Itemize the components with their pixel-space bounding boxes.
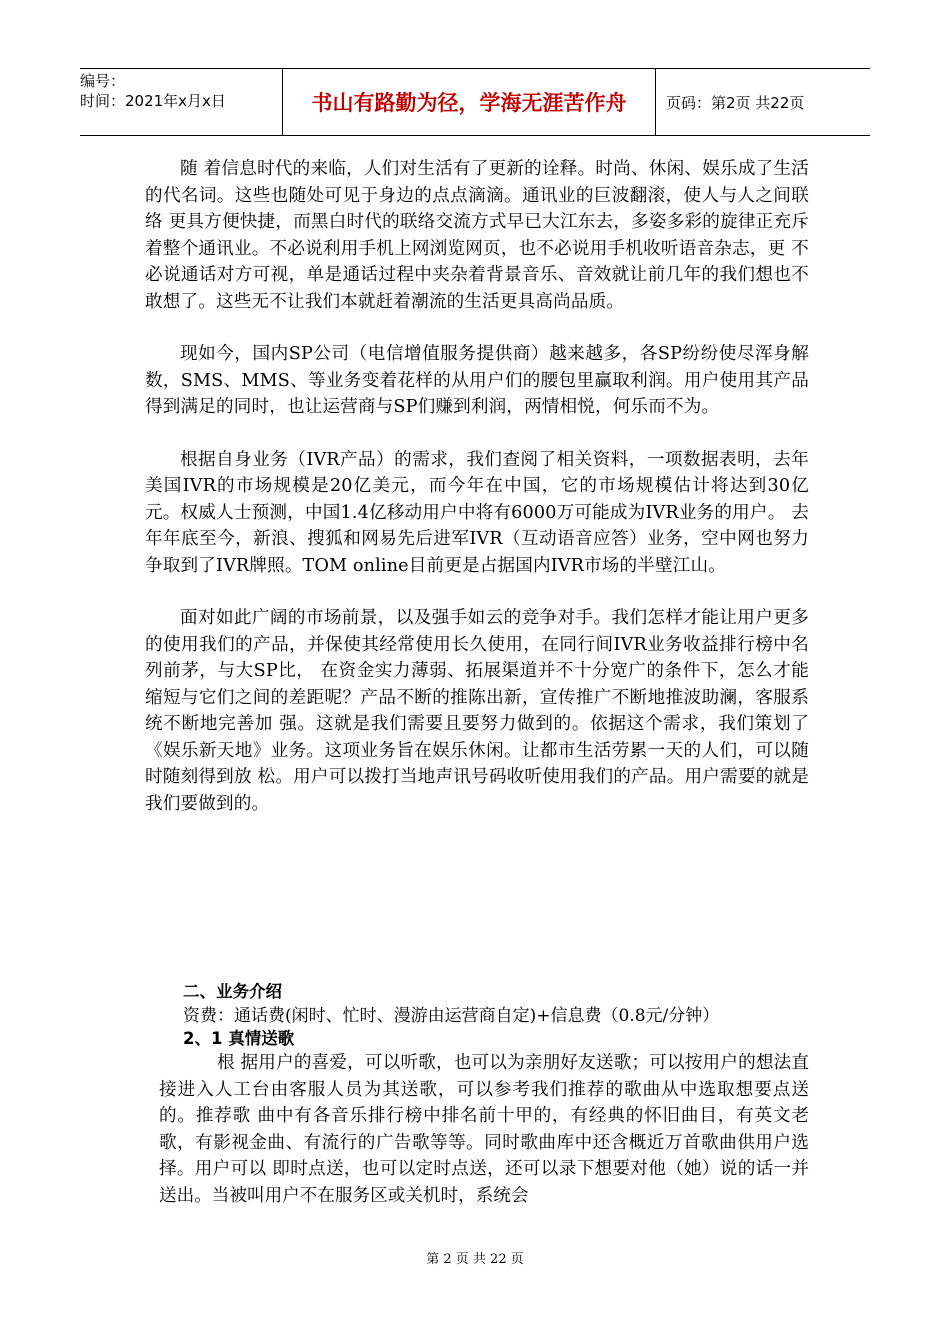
paragraph-intro: 随 着信息时代的来临，人们对生活有了更新的诠释。时尚、休闲、娱乐成了生活的代名词。这些也随处可见于身边的点点滴滴。通讯业的巨波翻滚，使人与人之间联络 更具方便快捷，而黑白时代的联络交流方式早已大江东去，多姿多彩的旋律正充斥着整个通讯业。不必说利用手机上网浏览网页，也不必说用手机收听语音杂志，更 不必说通话对方可视，单是通话过程中夹杂着背景音乐、音效就让前几年的我们想也不敢想了。这些无不让我们本就赶着潮流的生活更具高尚品质。 — [145, 159, 809, 312]
document-number-label: 编号： — [80, 72, 126, 90]
business-intro-section — [145, 980, 809, 1209]
document-time-label: 时间：2021年x月x日 — [80, 92, 226, 110]
subsection-title: 2、1 真情送歌 — [183, 1029, 295, 1048]
page-header — [80, 68, 870, 136]
subsection-body: 根 据用户的喜爱，可以听歌，也可以为亲朋好友送歌；可以按用户的想法直接进入人工台由客服人员为其送歌，可以参考我们推荐的歌曲从中选取想要点送的。推荐歌 曲中有各音乐排行榜中排名前十甲的，有经典的怀旧曲目，有英文老歌，有影视金曲、有流行的广告歌等等。同时歌曲库中还含概近万首歌曲供用户选择。用户可以 即时点送，也可以定时点送，还可以录下想要对他（她）说的话一并送出。当被叫用户不在服务区或关机时，系统会 — [159, 1053, 809, 1206]
header-motto: 书山有路勤为径，学海无涯苦作舟 — [283, 69, 656, 135]
page-footer: 第 2 页 共 22 页 — [426, 1252, 524, 1267]
paragraph-competition: 面对如此广阔的市场前景，以及强手如云的竞争对手。我们怎样才能让用户更多的使用我们的产品，并保使其经常使用长久使用，在同行间IVR业务收益排行榜中名列前茅，与大SP比， 在资金实力薄弱、拓展渠道并不十分宽广的条件下，怎么才能缩短与它们之间的差距呢？产品不断的推陈出新，宣传推广不断地推波助澜，客服系统不断地完善加 强。这就是我们需要且要努力做到的。依据这个需求，我们策划了《娱乐新天地》业务。这项业务旨在娱乐休闲。让都市生活劳累一天的人们，可以随时随刻得到放 松。用户可以拨打当地声讯号码收听使用我们的产品。用户需要的就是我们要做到的。 — [145, 608, 809, 814]
fee-line: 资费：通话费(闲时、忙时、漫游由运营商自定)+信息费（0.8元/分钟） — [183, 1006, 720, 1026]
header-page-info: 页码：第2页 共22页 — [666, 93, 805, 112]
section-title: 二、业务介绍 — [183, 982, 282, 1001]
paragraph-sp-market: 现如今，国内SP公司（电信增值服务提供商）越来越多，各SP纷纷使尽浑身解数，SMS、MMS、等业务变着花样的从用户们的腰包里赢取利润。用户使用其产品得到满足的同时，也让运营商与SP们赚到利润，两情相悦，何乐而不为。 — [145, 344, 809, 417]
paragraph-ivr-data: 根据自身业务（IVR产品）的需求，我们查阅了相关资料，一项数据表明，去年美国IVR的市场规模是20亿美元，而今年在中国，它的市场规模估计将达到30亿元。权威人士预测，中国1.4亿移动用户中将有6000万可能成为IVR业务的用户。 去年年底至今，新浪、搜狐和网易先后进军IVR（互动语音应答）业务，空中网也努力争取到了IVR牌照。TOM online目前更是占据国内IVR市场的半壁江山。 — [145, 449, 809, 576]
header-meta — [80, 69, 283, 135]
document-body — [145, 156, 809, 817]
